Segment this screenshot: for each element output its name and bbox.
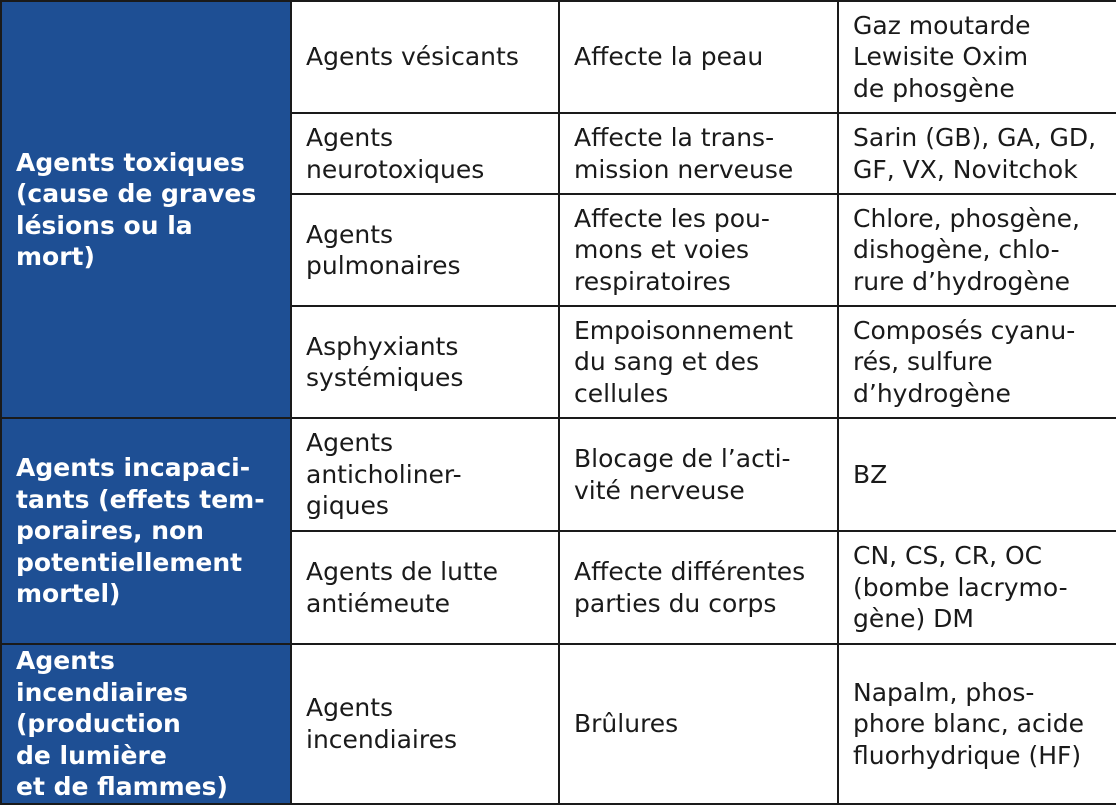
examples-cell: Sarin (GB), GA, GD, GF, VX, Novitchok [838, 113, 1116, 194]
examples-cell: Napalm, phos- phore blanc, acide fluorhydrique (HF) [838, 644, 1116, 804]
table-row [1, 1, 1116, 113]
agent-cell: Agents neurotoxiques [291, 113, 559, 194]
agent-cell: Agents anticholiner- giques [291, 418, 559, 531]
agent-cell: Agents vésicants [291, 1, 559, 113]
table-row [1, 418, 1116, 531]
examples-cell: Composés cyanu- rés, sulfure d’hydrogène [838, 306, 1116, 418]
agent-cell: Agents incendiaires [291, 644, 559, 804]
effect-cell: Empoisonnement du sang et des cellules [559, 306, 838, 418]
agent-cell: Agents pulmonaires [291, 194, 559, 306]
table-row [1, 644, 1116, 804]
examples-cell: BZ [838, 418, 1116, 531]
agent-cell: Asphyxiants systémiques [291, 306, 559, 418]
examples-cell: Chlore, phosgène, dishogène, chlo- rure d’hydrogène [838, 194, 1116, 306]
effect-cell: Affecte la trans- mission nerveuse [559, 113, 838, 194]
examples-cell: CN, CS, CR, OC (bombe lacrymo- gène) DM [838, 531, 1116, 644]
effect-cell: Affecte différentes parties du corps [559, 531, 838, 644]
agent-cell: Agents de lutte antiémeute [291, 531, 559, 644]
effect-cell: Affecte les pou- mons et voies respiratoires [559, 194, 838, 306]
effect-cell: Brûlures [559, 644, 838, 804]
effect-cell: Affecte la peau [559, 1, 838, 113]
examples-cell: Gaz moutarde Lewisite Oxim de phosgène [838, 1, 1116, 113]
category-toxic-agents: Agents toxiques (cause de graves lésions ou la mort) [1, 1, 291, 418]
category-incendiary-agents: Agents incendiaires (production de lumière et de flammes) [1, 644, 291, 804]
category-incapacitating-agents: Agents incapaci- tants (effets tem- poraires, non potentiellement mortel) [1, 418, 291, 644]
effect-cell: Blocage de l’acti- vité nerveuse [559, 418, 838, 531]
